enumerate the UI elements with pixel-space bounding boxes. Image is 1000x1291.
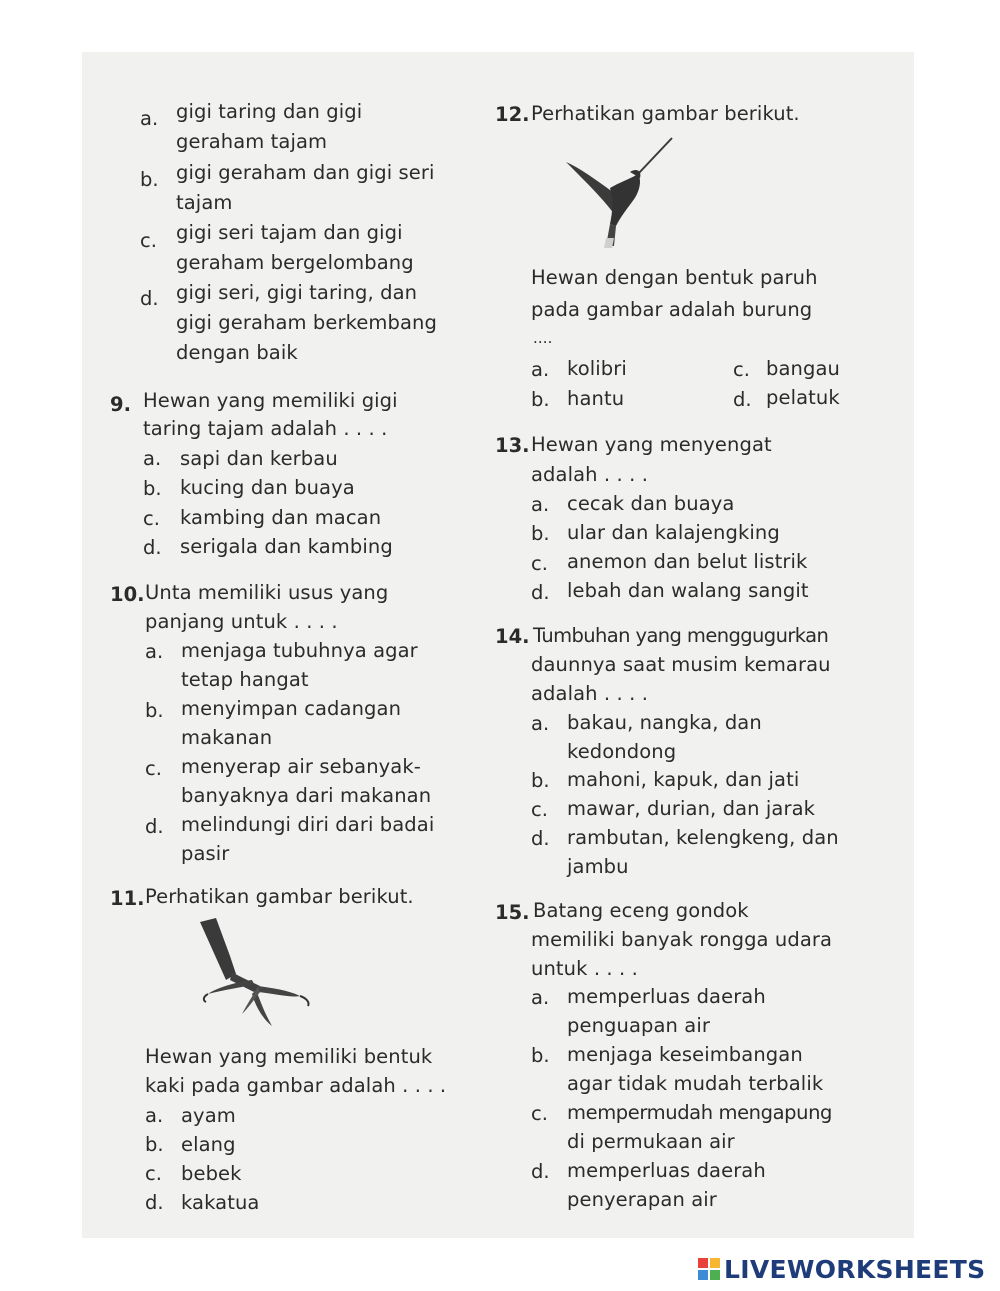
- question-number: 14.: [495, 625, 530, 648]
- option-letter: b.: [531, 388, 550, 411]
- option-letter: d.: [140, 287, 159, 310]
- bird-foot-image: [196, 916, 320, 1034]
- option-letter: b.: [531, 1044, 550, 1067]
- option-letter: a.: [531, 493, 550, 516]
- option-text: kedondong: [567, 740, 677, 763]
- option-letter: c.: [145, 1162, 162, 1185]
- option-text: lebah dan walang sangit: [567, 579, 809, 602]
- option-letter: a.: [143, 447, 162, 470]
- option-text: banyaknya dari makanan: [181, 784, 432, 807]
- option-text: pelatuk: [766, 386, 840, 409]
- question-stem: Perhatikan gambar berikut.: [145, 885, 414, 908]
- option-letter: c.: [733, 358, 750, 381]
- question-stem: Unta memiliki usus yang: [145, 581, 389, 604]
- option-text: tetap hangat: [181, 668, 309, 691]
- option-text: anemon dan belut listrik: [567, 550, 808, 573]
- option-letter: a.: [531, 358, 550, 381]
- option-text: rambutan, kelengkeng, dan: [567, 826, 839, 849]
- option-text: gigi seri, gigi taring, dan: [176, 281, 418, 304]
- option-text: menjaga tubuhnya agar: [181, 639, 418, 662]
- option-letter: d.: [145, 1191, 164, 1214]
- option-text: sapi dan kerbau: [180, 447, 338, 470]
- option-text: menjaga keseimbangan: [567, 1043, 803, 1066]
- question-number: 11.: [110, 887, 145, 910]
- logo-square: [710, 1270, 720, 1280]
- logo-square: [710, 1258, 720, 1268]
- option-letter: d.: [531, 581, 550, 604]
- option-text: mawar, durian, dan jarak: [567, 797, 816, 820]
- option-text: cecak dan buaya: [567, 492, 735, 515]
- option-letter: b.: [531, 522, 550, 545]
- question-number: 12.: [495, 103, 530, 126]
- option-letter: a.: [531, 712, 550, 735]
- option-letter: c.: [143, 507, 160, 530]
- option-text: kambing dan macan: [180, 506, 382, 529]
- question-ellipsis: ....: [533, 329, 553, 347]
- option-text: bangau: [766, 357, 840, 380]
- question-text: Hewan dengan bentuk paruh: [531, 266, 818, 289]
- option-letter: b.: [140, 168, 159, 191]
- option-text: mempermudah mengapung: [567, 1101, 833, 1124]
- option-text: ayam: [181, 1104, 236, 1127]
- option-text: menyimpan cadangan: [181, 697, 402, 720]
- question-text: Hewan yang memiliki bentuk: [145, 1045, 433, 1068]
- option-letter: a.: [145, 1104, 164, 1127]
- option-text: ular dan kalajengking: [567, 521, 780, 544]
- option-text: gigi geraham dan gigi seri: [176, 161, 435, 184]
- logo-square: [698, 1270, 708, 1280]
- option-text: memperluas daerah: [567, 1159, 766, 1182]
- question-stem: panjang untuk . . . .: [145, 610, 338, 633]
- option-text: gigi seri tajam dan gigi: [176, 221, 403, 244]
- question-number: 10.: [110, 583, 145, 606]
- question-number: 13.: [495, 434, 530, 457]
- option-letter: b.: [531, 769, 550, 792]
- option-text: menyerap air sebanyak-: [181, 755, 421, 778]
- option-letter: d.: [733, 388, 752, 411]
- option-text: mahoni, kapuk, dan jati: [567, 768, 800, 791]
- brand-name: LIVEWORKSHEETS: [724, 1254, 986, 1284]
- question-stem: adalah . . . .: [531, 682, 648, 705]
- option-text: geraham bergelombang: [176, 251, 414, 274]
- option-text: serigala dan kambing: [180, 535, 393, 558]
- option-text: pasir: [181, 842, 230, 865]
- liveworksheets-logo[interactable]: [698, 1252, 985, 1286]
- question-text: pada gambar adalah burung: [531, 298, 813, 321]
- option-text: bakau, nangka, dan: [567, 711, 762, 734]
- option-text: makanan: [181, 726, 273, 749]
- question-stem: daunnya saat musim kemarau: [531, 653, 831, 676]
- option-text: dengan baik: [176, 341, 298, 364]
- option-text: agar tidak mudah terbalik: [567, 1072, 824, 1095]
- question-stem: Hewan yang memiliki gigi: [143, 389, 398, 412]
- option-letter: c.: [531, 552, 548, 575]
- question-stem: Hewan yang menyengat: [531, 433, 772, 456]
- option-text: gigi geraham berkembang: [176, 311, 437, 334]
- question-stem: untuk . . . .: [531, 957, 638, 980]
- option-letter: c.: [145, 757, 162, 780]
- option-text: kakatua: [181, 1191, 260, 1214]
- question-stem: adalah . . . .: [531, 463, 648, 486]
- option-letter: a.: [140, 107, 159, 130]
- option-text: memperluas daerah: [567, 985, 766, 1008]
- option-letter: b.: [145, 1133, 164, 1156]
- option-text: penguapan air: [567, 1014, 710, 1037]
- option-letter: d.: [143, 536, 162, 559]
- option-text: di permukaan air: [567, 1130, 735, 1153]
- option-letter: c.: [531, 1102, 548, 1125]
- option-letter: d.: [531, 1160, 550, 1183]
- option-text: jambu: [567, 855, 629, 878]
- question-text: kaki pada gambar adalah . . . .: [145, 1074, 447, 1097]
- option-letter: b.: [143, 477, 162, 500]
- option-letter: c.: [531, 798, 548, 821]
- option-letter: b.: [145, 699, 164, 722]
- question-number: 9.: [110, 393, 131, 416]
- option-letter: d.: [145, 815, 164, 838]
- hummingbird-image: [560, 134, 676, 250]
- option-letter: c.: [140, 229, 157, 252]
- logo-square: [698, 1258, 708, 1268]
- option-letter: a.: [145, 640, 164, 663]
- option-text: penyerapan air: [567, 1188, 717, 1211]
- question-number: 15.: [495, 901, 530, 924]
- option-text: melindungi diri dari badai: [181, 813, 435, 836]
- option-text: gigi taring dan gigi: [176, 100, 363, 123]
- question-stem: Perhatikan gambar berikut.: [531, 102, 800, 125]
- option-text: kucing dan buaya: [180, 476, 355, 499]
- option-text: geraham tajam: [176, 130, 328, 153]
- question-stem: taring tajam adalah . . . .: [143, 417, 388, 440]
- option-text: bebek: [181, 1162, 242, 1185]
- option-letter: a.: [531, 986, 550, 1009]
- option-text: hantu: [567, 387, 625, 410]
- question-stem: memiliki banyak rongga udara: [531, 928, 833, 951]
- question-stem: Batang eceng gondok: [533, 899, 749, 922]
- option-letter: d.: [531, 827, 550, 850]
- option-text: kolibri: [567, 357, 627, 380]
- option-text: elang: [181, 1133, 236, 1156]
- liveworksheets-logo-icon: [698, 1258, 720, 1280]
- question-stem: Tumbuhan yang menggugurkan: [533, 624, 829, 647]
- option-text: tajam: [176, 191, 233, 214]
